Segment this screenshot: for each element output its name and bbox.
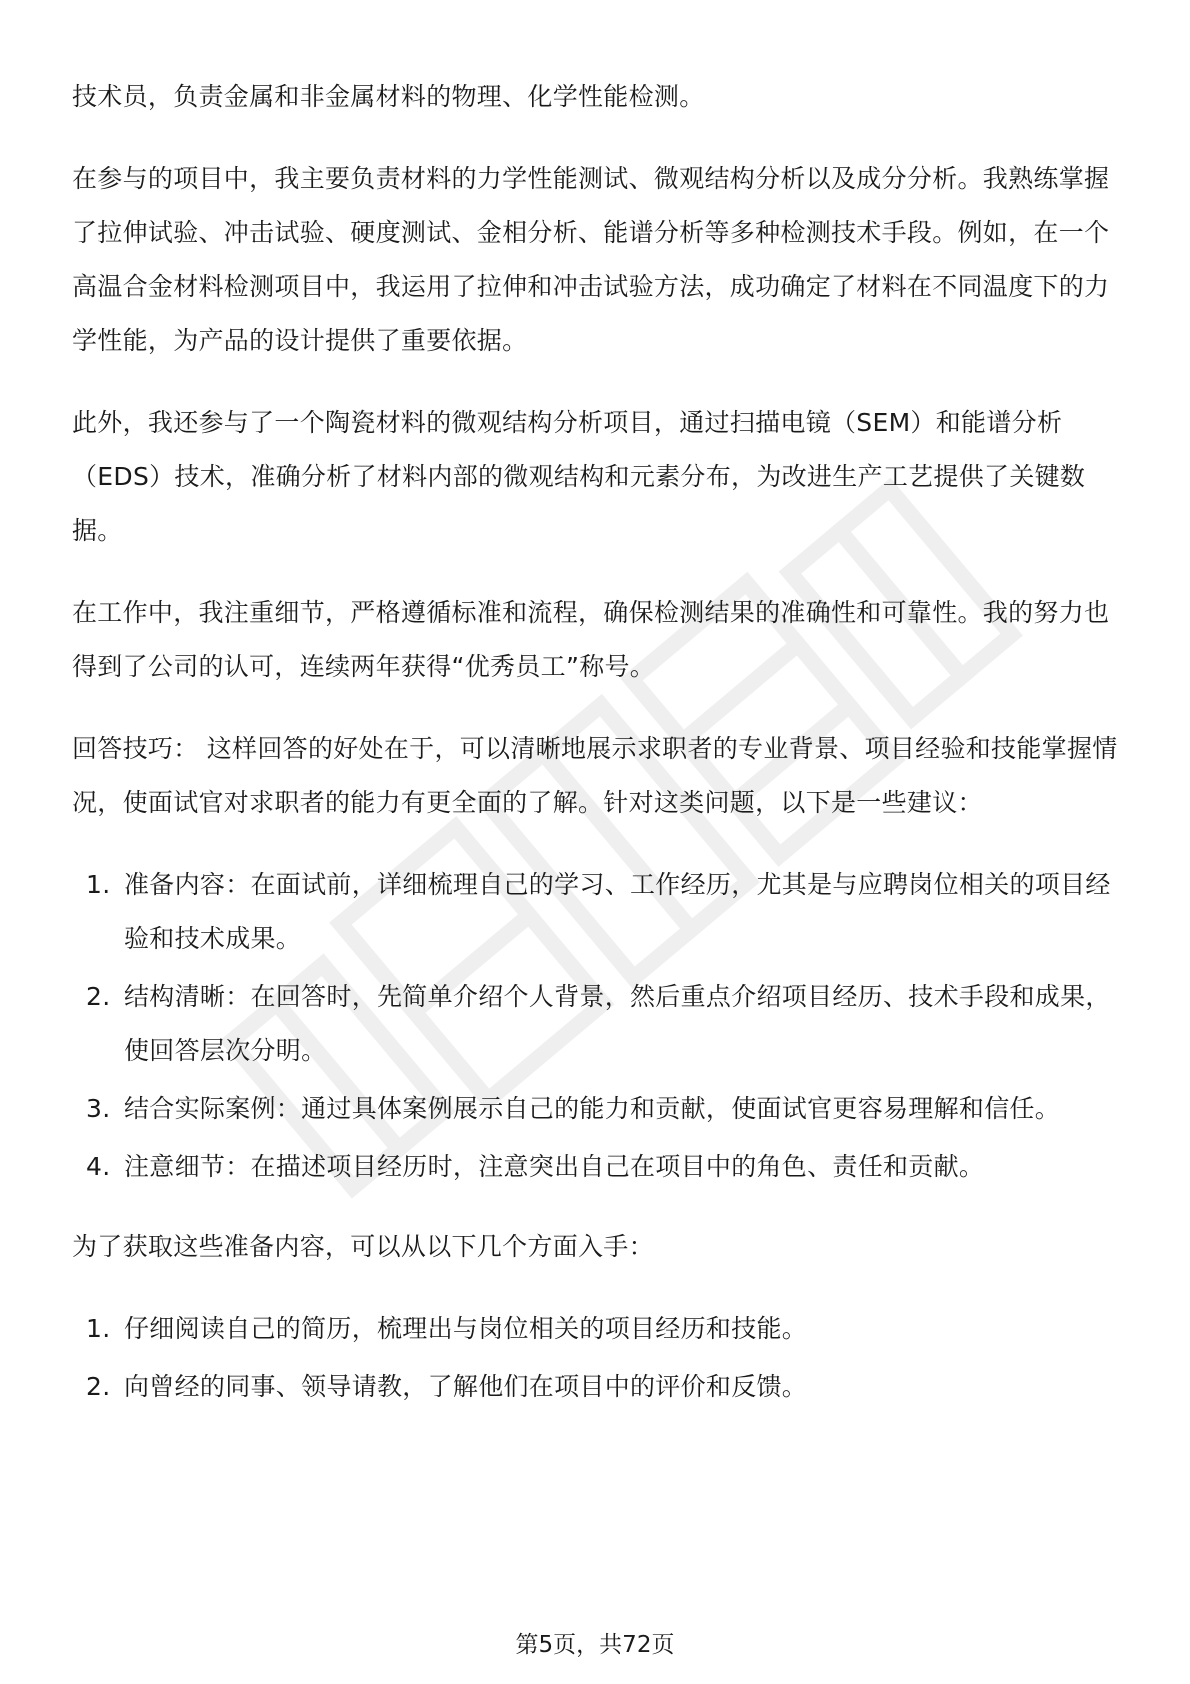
- tips-list: [72, 858, 1122, 1194]
- page-number-footer: 第5页，共72页: [515, 1632, 675, 1658]
- list-text: 向曾经的同事、领导请教，了解他们在项目中的评价和反馈。: [124, 1372, 808, 1401]
- list-item: [72, 1140, 1122, 1194]
- list-item: [72, 970, 1122, 1078]
- list-text: 仔细阅读自己的简历，梳理出与岗位相关的项目经历和技能。: [124, 1314, 808, 1343]
- paragraph-sources-intro: 为了获取这些准备内容，可以从以下几个方面入手：: [72, 1232, 654, 1261]
- paragraph-intro: 技术员，负责金属和非金属材料的物理、化学性能检测。: [72, 82, 705, 111]
- list-number: 4.: [86, 1152, 111, 1181]
- list-number: 2.: [86, 982, 111, 1011]
- list-number: 2.: [86, 1372, 111, 1401]
- list-text: 注意细节：在描述项目经历时，注意突出自己在项目中的角色、责任和贡献。: [124, 1152, 985, 1181]
- sources-list: [72, 1302, 1122, 1414]
- paragraph-answer-tips: 回答技巧： 这样回答的好处在于，可以清晰地展示求职者的专业背景、项目经验和技能掌握情况，使面试官对求职者的能力有更全面的了解。针对这类问题，以下是一些建议：: [72, 734, 1118, 817]
- paragraph-work-attitude: 在工作中，我注重细节，严格遵循标准和流程，确保检测结果的准确性和可靠性。我的努力也得到了公司的认可，连续两年获得“优秀员工”称号。: [72, 598, 1110, 681]
- list-text: 结构清晰：在回答时，先简单介绍个人背景，然后重点介绍项目经历、技术手段和成果，使回答层次分明。: [124, 982, 1111, 1065]
- list-text: 准备内容：在面试前，详细梳理自己的学习、工作经历，尤其是与应聘岗位相关的项目经验和技术成果。: [124, 870, 1111, 953]
- list-item: [72, 1082, 1122, 1136]
- list-number: 1.: [86, 1314, 111, 1343]
- list-item: [72, 1302, 1122, 1356]
- paragraph-project-testing: 在参与的项目中，我主要负责材料的力学性能测试、微观结构分析以及成分分析。我熟练掌握了拉伸试验、冲击试验、硬度测试、金相分析、能谱分析等多种检测技术手段。例如，在一个高温合金材料检测项目中，我运用了拉伸和冲击试验方法，成功确定了材料在不同温度下的力学性能，为产品的设计提供了重要依据。: [72, 164, 1110, 355]
- list-number: 1.: [86, 870, 111, 899]
- document-page: [72, 70, 1122, 1440]
- list-item: [72, 1360, 1122, 1414]
- list-item: [72, 858, 1122, 966]
- paragraph-ceramic-project: 此外，我还参与了一个陶瓷材料的微观结构分析项目，通过扫描电镜（SEM）和能谱分析（EDS）技术，准确分析了材料内部的微观结构和元素分布，为改进生产工艺提供了关键数据。: [72, 408, 1086, 545]
- list-text: 结合实际案例：通过具体案例展示自己的能力和贡献，使面试官更容易理解和信任。: [124, 1094, 1061, 1123]
- list-number: 3.: [86, 1094, 111, 1123]
